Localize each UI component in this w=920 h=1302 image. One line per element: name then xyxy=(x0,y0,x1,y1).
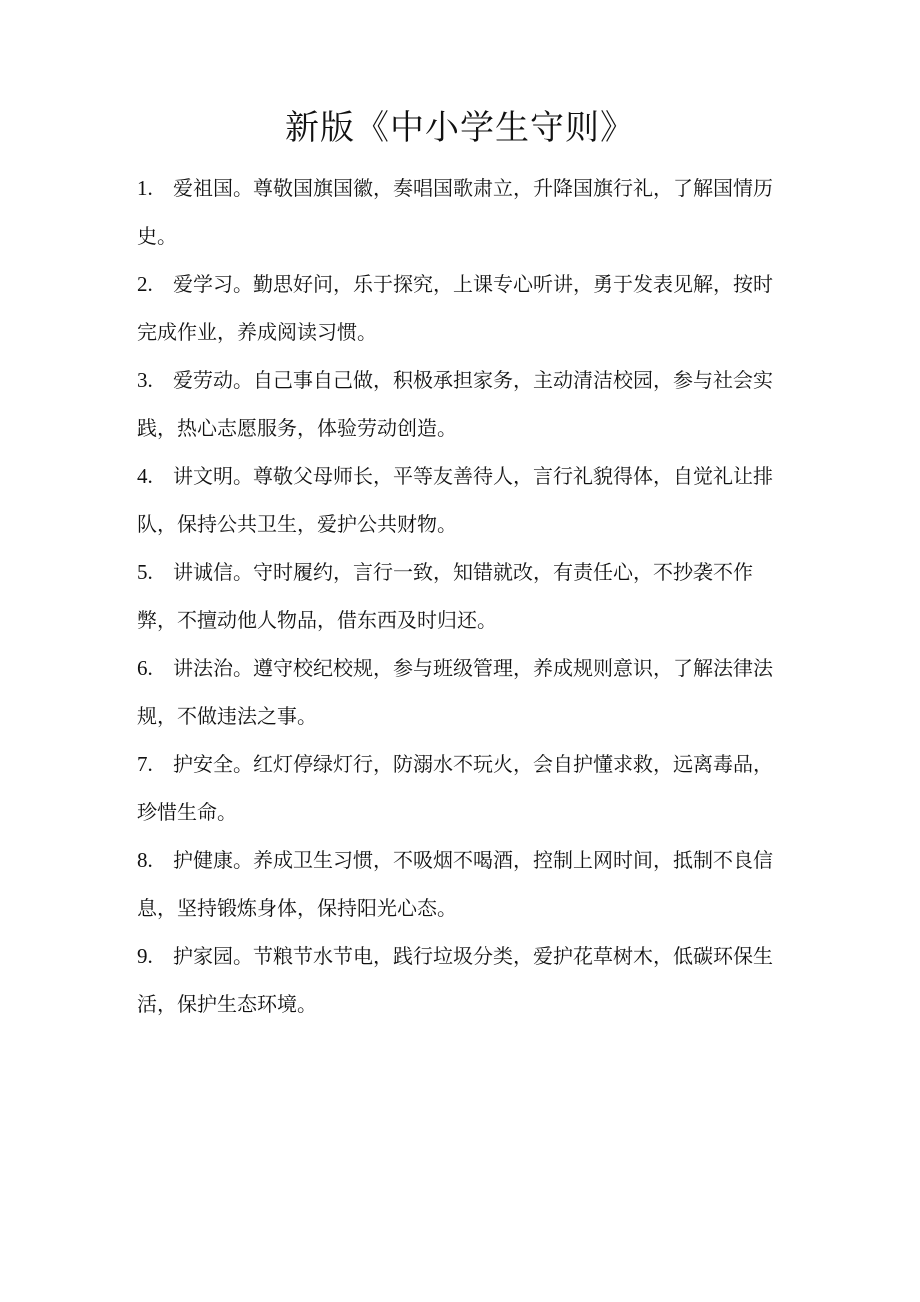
rule-number: 9. xyxy=(137,944,153,968)
list-item xyxy=(137,644,785,740)
list-item xyxy=(137,836,785,932)
rule-number: 8. xyxy=(137,848,153,872)
rule-text: 讲诚信。守时履约，言行一致，知错就改，有责任心，不抄袭不作弊，不擅动他人物品，借东西及时归还。 xyxy=(137,560,753,632)
list-item xyxy=(137,548,785,644)
list-item xyxy=(137,164,785,260)
list-item xyxy=(137,356,785,452)
rule-text: 爱祖国。尊敬国旗国徽，奏唱国歌肃立，升降国旗行礼，了解国情历史。 xyxy=(137,176,773,248)
rule-number: 3. xyxy=(137,368,153,392)
list-item xyxy=(137,740,785,836)
rule-number: 7. xyxy=(137,752,153,776)
rule-text: 爱学习。勤思好问，乐于探究，上课专心听讲，勇于发表见解，按时完成作业，养成阅读习惯。 xyxy=(137,272,773,344)
rule-text: 护健康。养成卫生习惯，不吸烟不喝酒，控制上网时间，抵制不良信息，坚持锻炼身体，保持阳光心态。 xyxy=(137,848,773,920)
rule-text: 讲文明。尊敬父母师长，平等友善待人，言行礼貌得体，自觉礼让排队，保持公共卫生，爱护公共财物。 xyxy=(137,464,773,536)
list-item xyxy=(137,260,785,356)
rule-number: 6. xyxy=(137,656,153,680)
list-item xyxy=(137,452,785,548)
rule-number: 1. xyxy=(137,176,153,200)
list-item xyxy=(137,932,785,1028)
rule-text: 护家园。节粮节水节电，践行垃圾分类，爱护花草树木，低碳环保生活，保护生态环境。 xyxy=(137,944,773,1016)
rules-list xyxy=(137,164,785,1028)
rule-number: 4. xyxy=(137,464,153,488)
page-title: 新版《中小学生守则》 xyxy=(285,108,635,148)
rule-text: 护安全。红灯停绿灯行，防溺水不玩火，会自护懂求救，远离毒品，珍惜生命。 xyxy=(137,752,773,824)
rule-number: 5. xyxy=(137,560,153,584)
rule-text: 爱劳动。自己事自己做，积极承担家务，主动清洁校园，参与社会实践，热心志愿服务，体验劳动创造。 xyxy=(137,368,773,440)
rule-text: 讲法治。遵守校纪校规，参与班级管理，养成规则意识，了解法律法规，不做违法之事。 xyxy=(137,656,773,728)
rule-number: 2. xyxy=(137,272,153,296)
